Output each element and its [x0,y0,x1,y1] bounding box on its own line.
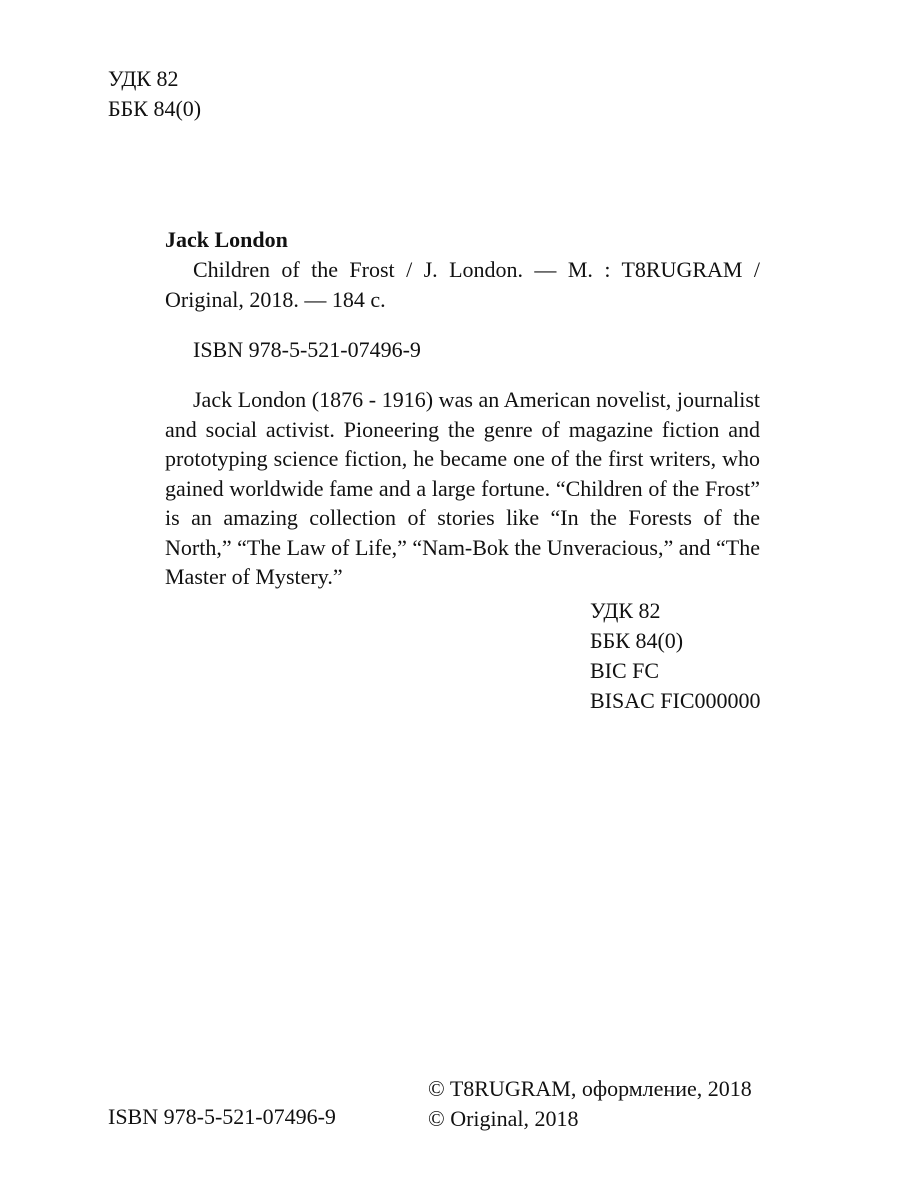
classification-codes [590,596,761,716]
copyright-block [428,1074,752,1134]
book-annotation: Jack London (1876 - 1916) was an American novelist, journalist and social activist. Pioneering the genre of magazine fiction and prototyping science fiction, he became one of the first writers, who gained worldwide fame and a large fortune. “Children of the Frost” is an amazing collection of stories like “In the Forests of the North,” “The Law of Life,” “Nam-Bok the Unveracious,” and “The Master of Mystery.” [165,387,760,589]
copyright-design: © T8RUGRAM, оформление, 2018 [428,1076,752,1101]
udk-code: УДК 82 [590,598,661,623]
udk-code: УДК 82 [108,66,179,91]
bbk-code: ББК 84(0) [108,96,202,121]
isbn-number: ISBN 978-5-521-07496-9 [193,337,421,362]
bibliographic-entry [165,225,760,592]
bibliographic-record: Children of the Frost / J. London. — M. : T8RUGRAM / Original, 2018. — 184 c. [165,257,760,312]
bic-code: BIC FC [590,658,660,683]
bisac-code: BISAC FIC000000 [590,688,761,713]
author-name: Jack London [165,227,288,252]
copyright-original: © Original, 2018 [428,1106,579,1131]
footer-isbn: ISBN 978-5-521-07496-9 [108,1104,336,1129]
bbk-code: ББК 84(0) [590,628,684,653]
top-classification-codes [108,64,201,124]
